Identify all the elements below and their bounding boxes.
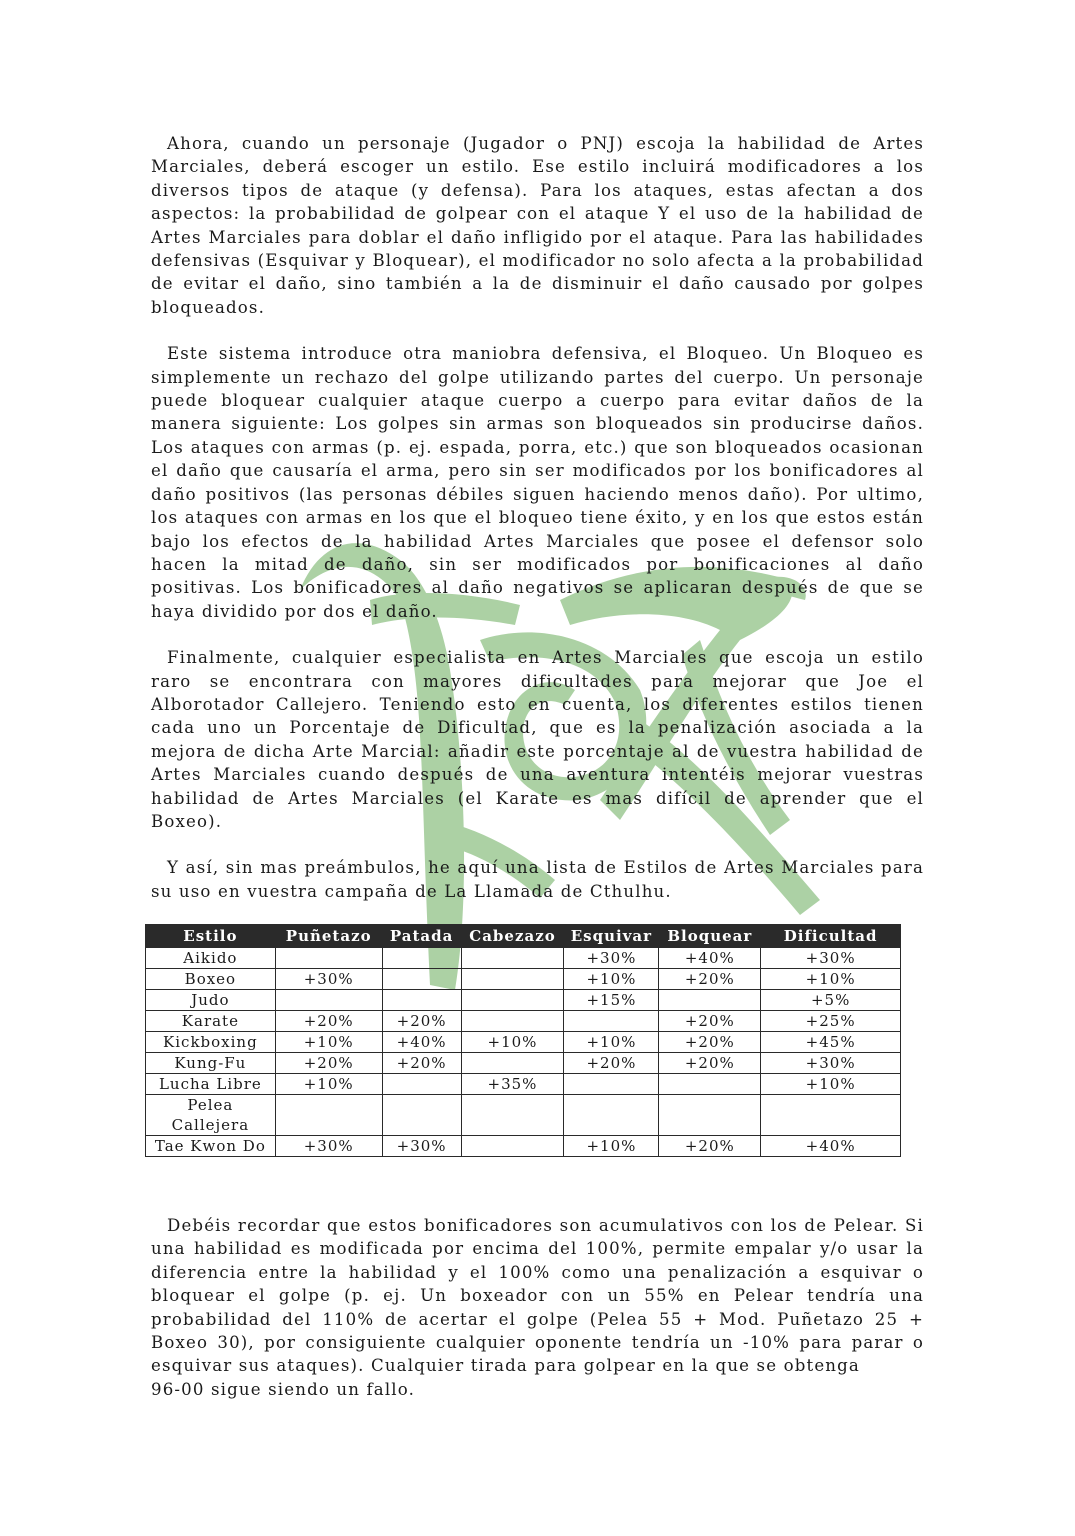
modifier-cell [275,1095,382,1136]
paragraph-3: Finalmente, cualquier especialista en Artes Marciales que escoja un estilo raro se encontrara con mayores dificultades para mejorar que Joe el Alborotador Callejero. Teniendo esto en cuenta, los diferentes estilos tienen cada uno un Porcentaje de Dificultad, que es la penalización asociada a la mejora de dicha Arte Marcial: añadir este porcentaje al de vuestra habilidad de Artes Marciales cuando después de una aventura intentéis mejorar vuestras habilidad de Artes Marciales (el Karate es mas difícil de aprender que el Boxeo). [151,648,924,831]
table-row [146,948,901,969]
style-name-cell: Lucha Libre [146,1074,276,1095]
modifier-cell: +20% [382,1053,461,1074]
modifier-cell: +10% [275,1074,382,1095]
table-row [146,1011,901,1032]
modifier-cell [382,948,461,969]
paragraph-5: Debéis recordar que estos bonificadores son acumulativos con los de Pelear. Si una habilidad es modificada por encima del 100%, permite empalar y/o usar la diferencia entre la habilidad y el 100% como una penalización a esquivar o bloquear el golpe (p. ej. Un boxeador con un 55% en Pelear tendría una probabilidad del 110% de acertar el golpe (Pelea 55 + Mod. Puñetazo 25 + Boxeo 30), por consiguiente cualquier oponente tendría un -10% para parar o esquivar sus ataques). Cualquier tirada para golpear en la que se obtenga [151,1216,924,1376]
header-estilo: Estilo [146,925,276,948]
header-cabezazo: Cabezazo [461,925,564,948]
modifier-cell: +20% [275,1011,382,1032]
modifier-cell: +35% [461,1074,564,1095]
table-header-row [146,925,901,948]
modifier-cell [659,1074,761,1095]
modifier-cell: +30% [761,1053,901,1074]
closing-text [151,1214,924,1401]
modifier-cell: +40% [761,1136,901,1157]
modifier-cell: +20% [659,1053,761,1074]
table-row [146,969,901,990]
modifier-cell: +30% [275,1136,382,1157]
modifier-cell [275,948,382,969]
modifier-cell: +20% [659,1011,761,1032]
paragraph-2: Este sistema introduce otra maniobra defensiva, el Bloqueo. Un Bloqueo es simplemente un rechazo del golpe utilizando partes del cuerpo. Un personaje puede bloquear cualquier ataque cuerpo a cuerpo para evitar daños de la manera siguiente: Los golpes sin armas son bloqueados sin producirse daños. Los ataques con armas (p. ej. espada, porra, etc.) que son bloqueados ocasionan el daño que causaría el arma, pero sin ser modificados por los bonificadores al daño positivos (las personas débiles siguen haciendo menos daño). Por ultimo, los ataques con armas en los que el bloqueo tiene éxito, y en los que estos están bajo los efectos de la habilidad Artes Marciales que posee el defensor solo hacen la mitad de daño, sin ser modificados por bonificaciones al daño positivas. Los bonificadores al daño negativos se aplicaran después de que se haya dividido por dos el daño. [151,344,924,621]
modifier-cell [659,990,761,1011]
modifier-cell: +30% [564,948,659,969]
header-punetazo: Puñetazo [275,925,382,948]
modifier-cell [382,969,461,990]
modifier-cell [461,1011,564,1032]
modifier-cell: +20% [564,1053,659,1074]
table-row [146,1032,901,1053]
modifier-cell [461,948,564,969]
paragraph-5-last-line: 96-00 sigue siendo un fallo. [151,1379,416,1399]
style-name-cell: Kickboxing [146,1032,276,1053]
modifier-cell: +10% [761,1074,901,1095]
modifier-cell: +10% [564,1136,659,1157]
header-patada: Patada [382,925,461,948]
paragraph-1: Ahora, cuando un personaje (Jugador o PNJ) escoja la habilidad de Artes Marciales, deberá escoger un estilo. Ese estilo incluirá modificadores a los diversos tipos de ataque (y defensa). Para los ataques, estas afectan a dos aspectos: la probabilidad de golpear con el ataque Y el uso de la habilidad de Artes Marciales para doblar el daño infligido por el ataque. Para las habilidades defensivas (Esquivar y Bloquear), el modificador no solo afecta a la probabilidad de evitar el daño, sino también a la de disminuir el daño causado por golpes bloqueados. [151,134,924,317]
header-dificultad: Dificultad [761,925,901,948]
modifier-cell [461,1136,564,1157]
modifier-cell: +5% [761,990,901,1011]
modifier-cell [461,1053,564,1074]
style-name-cell: Aikido [146,948,276,969]
modifier-cell: +15% [564,990,659,1011]
intro-text [151,132,924,903]
modifier-cell: +10% [564,1032,659,1053]
modifier-cell: +20% [659,1032,761,1053]
table-row [146,990,901,1011]
modifier-cell: +10% [761,969,901,990]
modifier-cell: +30% [275,969,382,990]
modifier-cell [461,990,564,1011]
modifier-cell: +40% [659,948,761,969]
style-name-cell: Tae Kwon Do [146,1136,276,1157]
modifier-cell [275,990,382,1011]
style-name-cell: Kung-Fu [146,1053,276,1074]
style-name-cell: Karate [146,1011,276,1032]
style-name-cell: Boxeo [146,969,276,990]
table-row [146,1095,901,1136]
style-name-cell: Pelea Callejera [146,1095,276,1136]
modifier-cell: +25% [761,1011,901,1032]
modifier-cell [382,1074,461,1095]
modifier-cell [761,1095,901,1136]
header-esquivar: Esquivar [564,925,659,948]
style-name-cell: Judo [146,990,276,1011]
paragraph-4: Y así, sin mas preámbulos, he aquí una lista de Estilos de Artes Marciales para su uso en vuestra campaña de La Llamada de Cthulhu. [151,858,924,901]
modifier-cell: +20% [659,1136,761,1157]
modifier-cell [382,990,461,1011]
modifier-cell [382,1095,461,1136]
modifier-cell [461,969,564,990]
table-row [146,1074,901,1095]
modifier-cell [461,1095,564,1136]
modifier-cell [564,1011,659,1032]
table-row [146,1136,901,1157]
modifier-cell: +10% [564,969,659,990]
modifier-cell [564,1074,659,1095]
modifier-cell: +40% [382,1032,461,1053]
modifier-cell [659,1095,761,1136]
modifier-cell: +20% [275,1053,382,1074]
modifier-cell: +20% [659,969,761,990]
martial-arts-table [145,924,901,1157]
header-bloquear: Bloquear [659,925,761,948]
table-row [146,1053,901,1074]
modifier-cell: +30% [382,1136,461,1157]
modifier-cell: +10% [461,1032,564,1053]
modifier-cell: +45% [761,1032,901,1053]
modifier-cell: +20% [382,1011,461,1032]
modifier-cell: +10% [275,1032,382,1053]
modifier-cell [564,1095,659,1136]
modifier-cell: +30% [761,948,901,969]
